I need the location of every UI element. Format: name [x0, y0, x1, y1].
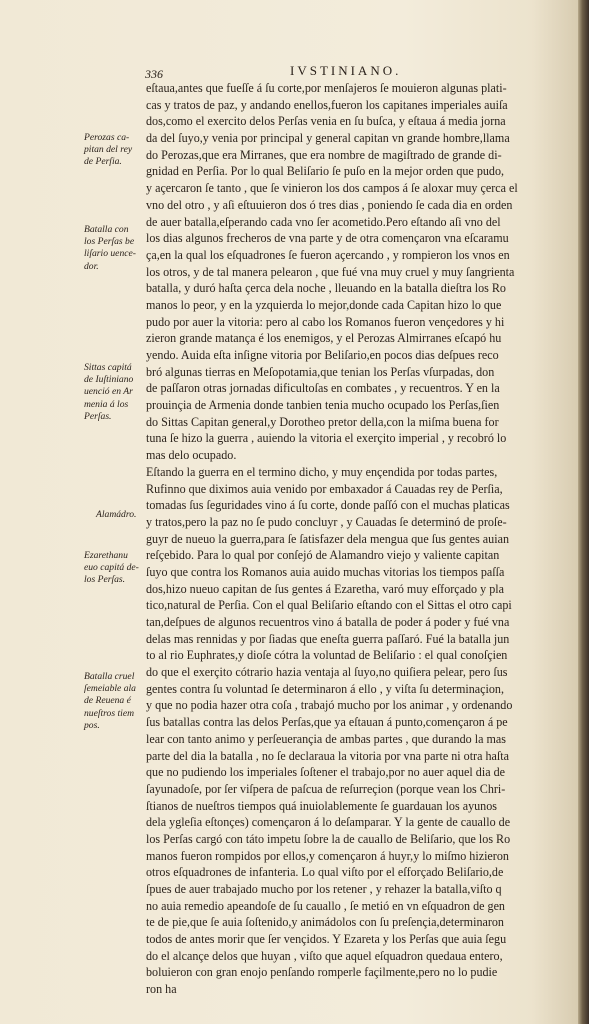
text-line: no auia remedio apeandoſe de ſu cauallo , ſe metió en vn eſquadron de gen: [146, 898, 505, 913]
page-number: 336: [145, 67, 163, 81]
text-line: de paſſaron otras jornadas dificultoſas en combates , y recuentros. Y en la: [146, 381, 500, 396]
marginal-note-line: Ezarethanu: [84, 550, 128, 561]
text-line: reſçebido. Para lo qual por conſejó de Alamandro viejo y valiente capitan: [146, 548, 500, 563]
text-line: manos lo peor, y en la yzquierda lo mejor,donde cada Capitan hizo lo que: [146, 297, 502, 312]
text-line: vno del otro , y aſi eſtuuieron dos ó tres dias , poniendo ſe cada dia en orden: [146, 197, 513, 212]
text-line: tico,natural de Perſia. Con el qual Beliſario eſtando con el Sittas el otro capi: [146, 598, 512, 613]
text-line: dos,hizo nueuo capitan de ſus gentes á Ezaretha, varó muy eſforçado y pla: [146, 581, 504, 596]
text-line: manos fueron rompidos por ellos,y començaron á huyr,y lo miſmo hizieron: [146, 848, 509, 863]
text-line: de auer batalla,eſperando cada vno ſer acometido.Pero eſtando aſi vno del: [146, 214, 501, 229]
text-line: parte del dia la batalla , no ſe declaraua la vitoria por vna parte ni otra haſta: [146, 748, 509, 763]
marginal-note-line: Alamádro.: [96, 509, 137, 520]
text-line: pudo por auer la vitoria: pero al cabo los Romanos fueron vençedores y hi: [146, 314, 505, 329]
marginal-note-batalla-cruel: [84, 671, 150, 732]
marginal-note-batalla-persas: [84, 224, 150, 273]
marginal-note-line: nueſtros tiem: [84, 707, 135, 719]
marginal-note-line: Sittas capitá: [84, 362, 132, 373]
text-line: dos,como el exercito delos Perſas venia en ſu buſca, y eſtaua á media jorna: [146, 114, 506, 129]
text-line: prouinçia de Armenia donde tanbien tenia mucho ocupado los Perſas,ſien: [146, 398, 500, 413]
marginal-note-line: Perſas.: [84, 410, 112, 422]
text-line: que no pudiendo los imperiales ſoſtener el trabajo,por no auer aquel dia de: [146, 765, 505, 780]
marginal-note-ezaretha: [84, 550, 150, 587]
marginal-note-sittas: [84, 362, 150, 423]
marginal-note-line: dor.: [84, 260, 99, 272]
marginal-note-line: de Reuena é: [84, 695, 131, 707]
text-line: guyr de nueuo la guerra,para ſe ſatisfazer dela mengua que ſus gentes auian: [146, 531, 509, 546]
text-line: boluieron con gran enojo penſando romperle façilmente,pero no lo pudie: [146, 965, 498, 980]
text-line: gnidad en Perſia. Por lo qual Beliſario ſe puſo en la mejor orden que pudo,: [146, 164, 505, 179]
text-line: cas y tratos de paz, y andando enellos,fueron los capitanes imperiales auiſa: [146, 97, 508, 112]
main-text-block: [146, 80, 570, 998]
page-gutter-edge: [578, 0, 589, 1024]
text-line: y que no podia hazer otra coſa , trabajó mucho por los animar , y ordenando: [146, 698, 513, 713]
text-line: batalla, y duró haſta çerca dela noche , lleuando en la batalla dieſtra los Ro: [146, 281, 506, 296]
text-line: los dias algunos frecheros de vna parte y de otra començaron vna eſcaramu: [146, 231, 509, 246]
marginal-note-line: de Iuſtiniano: [84, 374, 134, 386]
marginal-note-line: pos.: [84, 719, 100, 731]
text-line: ſpues de auer trabajado mucho por los retener , y rehazer la batalla,viſto q: [146, 882, 502, 896]
marginal-note-line: Perozas ca-: [84, 132, 130, 143]
text-line: ron ha: [146, 982, 177, 997]
text-line: los Perſas cargó con táto impetu ſobre la de cauallo de Beliſario, que los Ro: [146, 831, 511, 846]
text-line: tuna ſe hizo la guerra , auiendo la vitoria el exerçito imperial , y recobró lo: [146, 431, 507, 446]
text-line: ſtianos de nueſtros tiempos quá inuiolablemente ſe guardauan los ayunos: [146, 798, 497, 813]
text-line: do Sittas Capitan general,y Dorotheo pretor della,con la miſma buena for: [146, 414, 499, 429]
marginal-note-line: los Perſas be: [84, 236, 135, 248]
marginal-note-line: liſario uence-: [84, 248, 136, 260]
text-line: bró algunas tierras en Meſopotamia,que tenian los Perſas vſurpadas, don: [146, 364, 495, 379]
text-line: zieron grande matança é los enemigos, y el Perozas Almirranes eſcapó hu: [146, 331, 502, 346]
text-line: te de pie,que ſe auia ſoſtenido,y animádolos con ſu preſençia,determinaron: [146, 915, 504, 930]
text-line: Eſtando la guerra en el termino dicho, y muy ençendida por todas partes,: [146, 464, 498, 479]
text-line: lear con tanto animo y perſeuerançia de ambas partes , que durando la mas: [146, 731, 506, 746]
running-title: IVSTINIANO.: [290, 63, 402, 78]
text-line: ſus batallas contra las delos Perſas,que ya eſtauan á punto,començaron á pe: [146, 715, 508, 730]
marginal-note-perozas: [84, 132, 150, 169]
text-line: y tratos,pero la paz no ſe pudo concluyr , y Cauadas ſe determinó de proſe-: [146, 514, 507, 529]
text-line: da del ſuyo,y venia por principal y general capitan vn grande hombre,llama: [146, 131, 510, 146]
marginal-note-line: pitan del rey: [84, 144, 133, 156]
marginal-note-line: Batalla cruel: [84, 671, 135, 682]
marginal-note-line: de Perſia.: [84, 156, 122, 168]
marginal-note-line: ſemeiable ala: [84, 683, 136, 695]
text-line: Rufinno que diximos auia venido por embaxador á Cauadas rey de Perſia,: [146, 481, 503, 496]
text-line: tan,deſpues de algunos recuentros vino á batalla de poder á poder y fué vna: [146, 615, 510, 629]
marginal-note-alamandro: [96, 509, 162, 521]
marginal-note-line: menia á los: [84, 398, 129, 410]
text-line: y açercaron ſe tanto , que ſe vinieron los dos campos á ſe aloxar muy çerca el: [146, 181, 518, 196]
text-line: otros eſquadrones de infanteria. Lo qual viſto por el eſforçado Beliſario,de: [146, 865, 504, 880]
text-line: tomadas ſus ſeguridades vino á ſu corte, donde paſſó con el muchas platicas: [146, 498, 510, 513]
text-line: gentes contra ſu voluntad ſe determinaron á ello , y viſta ſu determinaçion,: [146, 681, 504, 696]
text-line: ça,en la qual los eſquadrones ſe fueron açercando , y rompieron los vnos en: [146, 247, 510, 262]
text-line: to al rio Euphrates,y dioſe cótra la voluntad de Beliſario : el qual conoſçien: [146, 648, 508, 663]
text-line: ſuyo que contra los Romanos auia auido muchas vitorias los tiempos paſſa: [146, 564, 505, 579]
marginal-note-line: los Perſas.: [84, 574, 126, 586]
text-line: todos de antes morir que ſer vençidos. Y Ezareta y los Perſas que auia ſegu: [146, 932, 507, 947]
marginal-note-line: uenció en Ar: [84, 386, 133, 398]
text-line: do que el exerçito cótrario hazia ventaja al ſuyo,no quiſiera pelear, pero ſus: [146, 665, 508, 680]
text-line: mas delo ocupado.: [146, 448, 237, 463]
text-line: do Perozas,que era Mirranes, que era nombre de magiſtrado de grande di-: [146, 147, 502, 162]
text-line: do el alcançe delos que huyan , viſto que aquel eſquadron quedaua entero,: [146, 948, 503, 963]
text-line: yendo. Auida eſta inſigne vitoria por Beliſario,en pocos dias deſpues reco: [146, 348, 499, 362]
text-line: ſayunadoſe, por ſer viſpera de paſcua de reſurreçion (porque vean los Chri-: [146, 781, 506, 796]
text-line: delas mas rennidas y por ſiadas que eneſta guerra paſſaró. Fué la batalla jun: [146, 631, 510, 646]
marginal-note-line: euo capitá de-: [84, 562, 139, 574]
text-line: dela ygleſia eſtonçes) començaron á lo deſamparar. Y la gente de cauallo de: [146, 815, 511, 830]
text-line: eſtaua,antes que fueſſe á ſu corte,por menſajeros ſe mouieron algunas plati-: [146, 81, 507, 95]
marginal-note-line: Batalla con: [84, 224, 129, 235]
text-line: los otros, y de tal manera pelearon , que fué vna muy cruel y muy ſangrienta: [146, 264, 515, 279]
